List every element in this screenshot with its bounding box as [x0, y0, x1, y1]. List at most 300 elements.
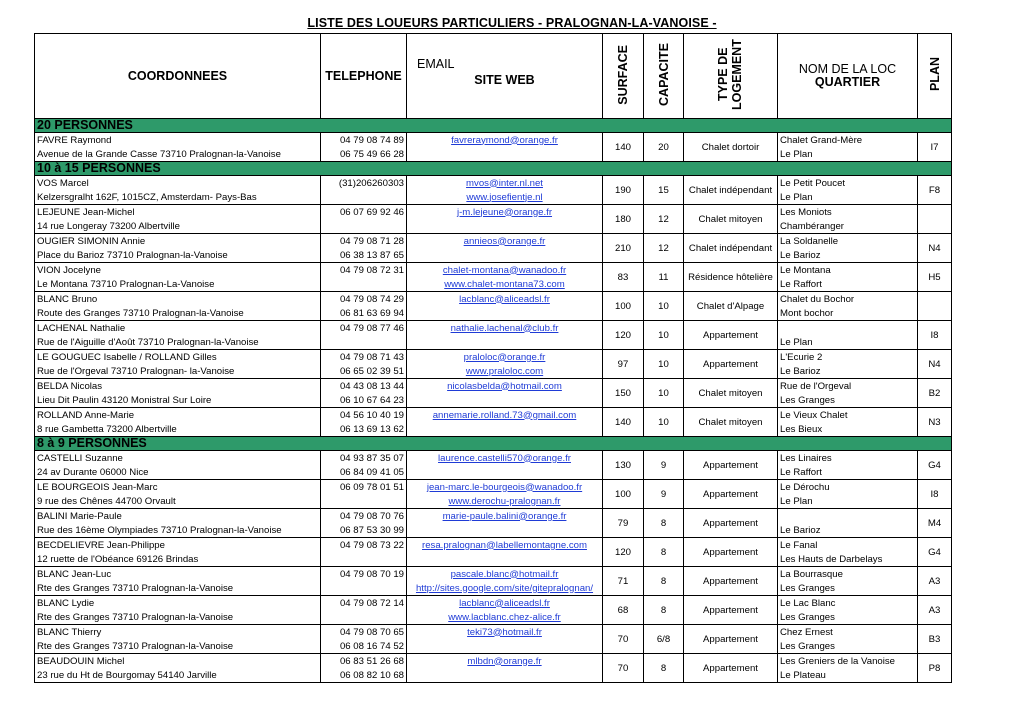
owner-address: 23 rue du Ht de Bourgomay 54140 Jarville — [35, 668, 321, 683]
owner-address: Rue des 16ème Olympiades 73710 Pralognan-la-Vanoise — [35, 523, 321, 538]
link-cell — [407, 277, 603, 292]
phone-primary: 06 09 78 01 51 — [321, 480, 407, 495]
owner-name: BLANC Jean-Luc — [35, 567, 321, 582]
type-logement-value: Chalet mitoyen — [684, 408, 778, 437]
plan-value: A3 — [918, 567, 952, 596]
owner-name: CASTELLI Suzanne — [35, 451, 321, 466]
table-row-continued — [35, 364, 952, 379]
link-cell — [407, 292, 603, 307]
owner-address: Avenue de la Grande Casse 73710 Pralognan-la-Vanoise — [35, 147, 321, 162]
location-name — [778, 509, 918, 524]
plan-value: G4 — [918, 538, 952, 567]
capacite-value: 8 — [644, 509, 684, 538]
surface-value: 210 — [603, 234, 644, 263]
capacite-value: 12 — [644, 234, 684, 263]
owner-name: VOS Marcel — [35, 176, 321, 191]
phone-primary: 04 79 08 74 89 — [321, 133, 407, 148]
phone-primary: 06 83 51 26 68 — [321, 654, 407, 669]
phone-secondary: 06 87 53 30 99 — [321, 523, 407, 538]
capacite-value: 10 — [644, 379, 684, 408]
table-row — [35, 451, 952, 466]
phone-secondary: 06 13 69 13 62 — [321, 422, 407, 437]
surface-value: 100 — [603, 480, 644, 509]
type-logement-value: Chalet mitoyen — [684, 205, 778, 234]
location-name: Le Fanal — [778, 538, 918, 553]
plan-value: A3 — [918, 596, 952, 625]
website-link[interactable]: http://sites.google.com/site/gitepralognan/ — [415, 582, 594, 594]
link-cell — [407, 248, 603, 263]
owner-name: BECDELIEVRE Jean-Philippe — [35, 538, 321, 553]
surface-value: 190 — [603, 176, 644, 205]
website-link[interactable]: www.chalet-montana73.com — [444, 278, 565, 290]
header-telephone: TELEPHONE — [321, 34, 407, 119]
owner-address: Lieu Dit Paulin 43120 Monistral Sur Loire — [35, 393, 321, 408]
surface-value: 71 — [603, 567, 644, 596]
link-cell — [407, 408, 603, 423]
table-row — [35, 263, 952, 278]
owner-address: 12 ruette de l'Obéance 69126 Brindas — [35, 552, 321, 567]
plan-value: B3 — [918, 625, 952, 654]
owner-address: Kelzersgralht 162F, 1015CZ, Amsterdam- Pays-Bas — [35, 190, 321, 205]
surface-value: 97 — [603, 350, 644, 379]
location-name: Le Vieux Chalet — [778, 408, 918, 423]
location-name: L'Ecurie 2 — [778, 350, 918, 365]
quartier-name: Les Granges — [778, 639, 918, 654]
surface-value: 120 — [603, 538, 644, 567]
quartier-name: Les Granges — [778, 393, 918, 408]
quartier-name: Le Barioz — [778, 364, 918, 379]
plan-value — [918, 205, 952, 234]
capacite-value: 10 — [644, 408, 684, 437]
phone-secondary: 06 84 09 41 05 — [321, 465, 407, 480]
type-logement-value: Chalet indépendant — [684, 234, 778, 263]
location-name: Chez Ernest — [778, 625, 918, 640]
plan-value: P8 — [918, 654, 952, 683]
capacite-value: 6/8 — [644, 625, 684, 654]
owner-name: FAVRE Raymond — [35, 133, 321, 148]
type-logement-value: Appartement — [684, 654, 778, 683]
header-type-cell — [684, 34, 778, 119]
surface-value: 120 — [603, 321, 644, 350]
owner-address: Rue de l'Aiguille d'Août 73710 Pralognan-la-Vanoise — [35, 335, 321, 350]
header-capacite-cell — [644, 34, 684, 119]
header-email-site — [407, 34, 603, 119]
email-link[interactable]: jean-marc.le-bourgeois@wanadoo.fr — [426, 481, 583, 493]
type-logement-value: Chalet d'Alpage — [684, 292, 778, 321]
owner-address: Rte des Granges 73710 Pralognan-la-Vanoise — [35, 610, 321, 625]
header-row — [35, 34, 952, 119]
location-name: Les Linaires — [778, 451, 918, 466]
phone-primary: 06 07 69 92 46 — [321, 205, 407, 220]
table-row-continued — [35, 610, 952, 625]
section-header-row — [35, 162, 952, 176]
location-name: Le Lac Blanc — [778, 596, 918, 611]
quartier-name: Mont bochor — [778, 306, 918, 321]
capacite-value: 11 — [644, 263, 684, 292]
table-row-continued — [35, 306, 952, 321]
section-label: 8 à 9 PERSONNES — [35, 437, 952, 451]
link-cell — [407, 263, 603, 278]
link-cell — [407, 625, 603, 640]
location-name: La Soldanelle — [778, 234, 918, 249]
phone-secondary: 06 75 49 66 28 — [321, 147, 407, 162]
phone-primary: 04 79 08 72 31 — [321, 263, 407, 278]
location-name — [778, 321, 918, 336]
quartier-name: Les Granges — [778, 581, 918, 596]
table-row-continued — [35, 277, 952, 292]
page-title: LISTE DES LOUEURS PARTICULIERS - PRALOGNAN-LA-VANOISE - — [307, 16, 717, 30]
website-link[interactable]: www.josefientje.nl — [466, 191, 543, 203]
location-name: Le Dérochu — [778, 480, 918, 495]
surface-value: 150 — [603, 379, 644, 408]
capacite-value: 10 — [644, 350, 684, 379]
surface-value: 83 — [603, 263, 644, 292]
type-logement-value: Chalet indépendant — [684, 176, 778, 205]
header-plan-cell — [918, 34, 952, 119]
type-logement-value: Appartement — [684, 451, 778, 480]
phone-secondary — [321, 494, 407, 509]
capacite-value: 9 — [644, 451, 684, 480]
table-row — [35, 654, 952, 669]
capacite-value: 8 — [644, 654, 684, 683]
capacite-value: 9 — [644, 480, 684, 509]
phone-secondary: 06 65 02 39 51 — [321, 364, 407, 379]
link-cell — [407, 523, 603, 538]
plan-value — [918, 292, 952, 321]
header-email: EMAIL — [417, 57, 455, 71]
link-cell — [407, 176, 603, 191]
table-row — [35, 205, 952, 220]
phone-primary: 04 93 87 35 07 — [321, 451, 407, 466]
email-link[interactable]: laurence.castelli570@orange.fr — [438, 452, 571, 464]
table-row-continued — [35, 581, 952, 596]
website-link[interactable]: www.praloloc.com — [465, 365, 544, 377]
link-cell — [407, 364, 603, 379]
owner-name: LACHENAL Nathalie — [35, 321, 321, 336]
link-cell — [407, 668, 603, 683]
table-body — [35, 119, 952, 683]
quartier-name: Les Bieux — [778, 422, 918, 437]
quartier-name: Le Plan — [778, 190, 918, 205]
phone-primary: 04 79 08 74 29 — [321, 292, 407, 307]
header-surface-cell — [603, 34, 644, 119]
phone-secondary — [321, 219, 407, 234]
quartier-name: Le Plan — [778, 335, 918, 350]
owner-name: BLANC Thierry — [35, 625, 321, 640]
table-row-continued — [35, 494, 952, 509]
owner-address: 24 av Durante 06000 Nice — [35, 465, 321, 480]
table-row-continued — [35, 668, 952, 683]
link-cell — [407, 552, 603, 567]
location-name: Les Greniers de la Vanoise — [778, 654, 918, 669]
link-cell — [407, 393, 603, 408]
owner-name: BELDA Nicolas — [35, 379, 321, 394]
table-row-continued — [35, 465, 952, 480]
type-logement-value: Appartement — [684, 567, 778, 596]
section-label: 10 à 15 PERSONNES — [35, 162, 952, 176]
owner-name: ROLLAND Anne-Marie — [35, 408, 321, 423]
link-cell — [407, 567, 603, 582]
owner-address: Rte des Granges 73710 Pralognan-la-Vanoise — [35, 581, 321, 596]
owner-name: LEJEUNE Jean-Michel — [35, 205, 321, 220]
surface-value: 70 — [603, 654, 644, 683]
link-cell — [407, 350, 603, 365]
phone-secondary: 06 10 67 64 23 — [321, 393, 407, 408]
type-logement-value: Appartement — [684, 625, 778, 654]
email-link[interactable]: pascale.blanc@hotmail.fr — [450, 568, 559, 580]
email-link[interactable]: teki73@hotmail.fr — [467, 626, 542, 638]
table-row-continued — [35, 335, 952, 350]
owner-name: LE GOUGUEC Isabelle / ROLLAND Gilles — [35, 350, 321, 365]
owner-address: Place du Barioz 73710 Pralognan-la-Vanoise — [35, 248, 321, 263]
table-row-continued — [35, 552, 952, 567]
capacite-value: 20 — [644, 133, 684, 162]
plan-value: N3 — [918, 408, 952, 437]
capacite-value: 8 — [644, 596, 684, 625]
link-cell — [407, 234, 603, 249]
table-row-continued — [35, 147, 952, 162]
phone-secondary — [321, 610, 407, 625]
surface-value: 79 — [603, 509, 644, 538]
capacite-value: 12 — [644, 205, 684, 234]
owner-address: 14 rue Longeray 73200 Albertville — [35, 219, 321, 234]
email-link[interactable]: mlbdn@orange.fr — [467, 655, 542, 667]
table-row — [35, 176, 952, 191]
owner-name: LE BOURGEOIS Jean-Marc — [35, 480, 321, 495]
phone-secondary — [321, 552, 407, 567]
email-link[interactable]: annieos@orange.fr — [463, 235, 546, 247]
link-cell — [407, 509, 603, 524]
phone-primary: 04 79 08 72 14 — [321, 596, 407, 611]
table-row — [35, 350, 952, 365]
location-name: Chalet Grand-Mère — [778, 133, 918, 148]
quartier-name: Les Hauts de Darbelays — [778, 552, 918, 567]
plan-value: M4 — [918, 509, 952, 538]
owner-name: BEAUDOUIN Michel — [35, 654, 321, 669]
plan-value: I8 — [918, 480, 952, 509]
phone-primary: 04 79 08 73 22 — [321, 538, 407, 553]
owner-address: 9 rue des Chênes 44700 Orvault — [35, 494, 321, 509]
table-row-continued — [35, 248, 952, 263]
quartier-name: Le Plan — [778, 147, 918, 162]
link-cell — [407, 133, 603, 148]
surface-value: 70 — [603, 625, 644, 654]
location-name: Les Moniots — [778, 205, 918, 220]
table-row — [35, 480, 952, 495]
link-cell — [407, 422, 603, 437]
table-row — [35, 379, 952, 394]
link-cell — [407, 538, 603, 553]
loueurs-table — [34, 33, 952, 683]
link-cell — [407, 480, 603, 495]
link-cell — [407, 494, 603, 509]
phone-secondary: 06 08 16 74 52 — [321, 639, 407, 654]
capacite-value: 8 — [644, 538, 684, 567]
capacite-value: 10 — [644, 292, 684, 321]
owner-name: BLANC Bruno — [35, 292, 321, 307]
header-site-web: SITE WEB — [474, 73, 535, 87]
quartier-name: Le Barioz — [778, 248, 918, 263]
phone-primary: (31)206260303 — [321, 176, 407, 191]
link-cell — [407, 190, 603, 205]
owner-address: Le Montana 73710 Pralognan-La-Vanoise — [35, 277, 321, 292]
surface-value: 140 — [603, 133, 644, 162]
phone-primary: 04 79 08 70 65 — [321, 625, 407, 640]
phone-secondary — [321, 335, 407, 350]
table-row-continued — [35, 523, 952, 538]
location-name: La Bourrasque — [778, 567, 918, 582]
header-capacite: CAPACITE — [656, 43, 671, 106]
type-logement-value: Appartement — [684, 480, 778, 509]
plan-value: I8 — [918, 321, 952, 350]
owner-address: Rue de l'Orgeval 73710 Pralognan- la-Vanoise — [35, 364, 321, 379]
quartier-name: Le Plan — [778, 494, 918, 509]
link-cell — [407, 335, 603, 350]
table-row — [35, 538, 952, 553]
capacite-value: 8 — [644, 567, 684, 596]
quartier-name: Les Granges — [778, 610, 918, 625]
plan-value: N4 — [918, 234, 952, 263]
type-logement-value: Chalet dortoir — [684, 133, 778, 162]
plan-value: H5 — [918, 263, 952, 292]
email-link[interactable]: favreraymond@orange.fr — [451, 134, 558, 146]
phone-primary: 04 43 08 13 44 — [321, 379, 407, 394]
surface-value: 68 — [603, 596, 644, 625]
link-cell — [407, 147, 603, 162]
type-logement-value: Appartement — [684, 321, 778, 350]
email-link[interactable]: nathalie.lachenal@club.fr — [450, 322, 559, 334]
table-row-continued — [35, 393, 952, 408]
link-cell — [407, 639, 603, 654]
plan-value: N4 — [918, 350, 952, 379]
quartier-name: Le Barioz — [778, 523, 918, 538]
header-nom-loc: NOM DE LA LOC — [798, 62, 897, 76]
header-quartier: QUARTIER — [814, 75, 881, 89]
link-cell — [407, 451, 603, 466]
plan-value: F8 — [918, 176, 952, 205]
link-cell — [407, 306, 603, 321]
phone-secondary — [321, 581, 407, 596]
table-row-continued — [35, 190, 952, 205]
link-cell — [407, 219, 603, 234]
location-name: Le Montana — [778, 263, 918, 278]
link-cell — [407, 321, 603, 336]
email-link[interactable]: marie-paule.balini@orange.fr — [442, 510, 567, 522]
location-name: Chalet du Bochor — [778, 292, 918, 307]
table-row-continued — [35, 219, 952, 234]
table-row — [35, 625, 952, 640]
quartier-name: Le Raffort — [778, 465, 918, 480]
plan-value: G4 — [918, 451, 952, 480]
location-name: Rue de l'Orgeval — [778, 379, 918, 394]
quartier-name: Le Plateau — [778, 668, 918, 683]
website-link[interactable]: www.lacblanc.chez-alice.fr — [448, 611, 561, 623]
owner-address: Rte des Granges 73710 Pralognan-la-Vanoise — [35, 639, 321, 654]
header-coordonnees: COORDONNEES — [35, 34, 321, 119]
phone-primary: 04 79 08 71 28 — [321, 234, 407, 249]
link-cell — [407, 205, 603, 220]
section-label: 20 PERSONNES — [35, 119, 952, 133]
phone-secondary: 06 08 82 10 68 — [321, 668, 407, 683]
owner-address: Route des Granges 73710 Pralognan-la-Vanoise — [35, 306, 321, 321]
surface-value: 100 — [603, 292, 644, 321]
phone-primary: 04 79 08 70 76 — [321, 509, 407, 524]
type-logement-value: Résidence hôtelière — [684, 263, 778, 292]
table-row — [35, 408, 952, 423]
type-logement-value: Appartement — [684, 538, 778, 567]
email-link[interactable]: j-m.lejeune@orange.fr — [456, 206, 553, 218]
owner-name: OUGIER SIMONIN Annie — [35, 234, 321, 249]
section-header-row — [35, 119, 952, 133]
capacite-value: 10 — [644, 321, 684, 350]
email-link[interactable]: annemarie.rolland.73@gmail.com — [432, 409, 577, 421]
header-plan: PLAN — [927, 57, 942, 92]
phone-secondary: 06 81 63 69 94 — [321, 306, 407, 321]
table-row-continued — [35, 422, 952, 437]
table-row — [35, 292, 952, 307]
section-header-row — [35, 437, 952, 451]
phone-primary: 04 79 08 71 43 — [321, 350, 407, 365]
email-link[interactable]: mvos@inter.nl.net — [466, 177, 543, 189]
link-cell — [407, 610, 603, 625]
owner-name: BLANC Lydie — [35, 596, 321, 611]
email-link[interactable]: lacblanc@aliceadsl.fr — [459, 293, 550, 305]
email-link[interactable]: praloloc@orange.fr — [463, 351, 546, 363]
table-row — [35, 321, 952, 336]
header-type-logement: TYPE DE LOGEMENT — [715, 39, 744, 110]
header-surface: SURFACE — [616, 44, 630, 105]
link-cell — [407, 379, 603, 394]
link-cell — [407, 654, 603, 669]
type-logement-value: Appartement — [684, 350, 778, 379]
surface-value: 130 — [603, 451, 644, 480]
phone-secondary: 06 38 13 87 65 — [321, 248, 407, 263]
surface-value: 140 — [603, 408, 644, 437]
email-link[interactable]: lacblanc@aliceadsl.fr — [459, 597, 550, 609]
quartier-name: Le Raffort — [778, 277, 918, 292]
phone-secondary — [321, 190, 407, 205]
owner-name: VION Jocelyne — [35, 263, 321, 278]
email-link[interactable]: resa.pralognan@labellemontagne.com — [422, 539, 587, 551]
phone-primary: 04 56 10 40 19 — [321, 408, 407, 423]
owner-name: BALINI Marie-Paule — [35, 509, 321, 524]
table-row — [35, 509, 952, 524]
header-nom-quartier — [778, 34, 918, 119]
table-row — [35, 133, 952, 148]
email-link[interactable]: chalet-montana@wanadoo.fr — [442, 264, 567, 276]
location-name: Le Petit Poucet — [778, 176, 918, 191]
table-row — [35, 596, 952, 611]
link-cell — [407, 465, 603, 480]
type-logement-value: Appartement — [684, 596, 778, 625]
link-cell — [407, 596, 603, 611]
type-logement-value: Chalet mitoyen — [684, 379, 778, 408]
surface-value: 180 — [603, 205, 644, 234]
quartier-name: Chambéranger — [778, 219, 918, 234]
plan-value: I7 — [918, 133, 952, 162]
type-logement-value: Appartement — [684, 509, 778, 538]
website-link[interactable]: www.derochu-pralognan.fr — [448, 495, 561, 507]
phone-primary: 04 79 08 70 19 — [321, 567, 407, 582]
table-row — [35, 567, 952, 582]
owner-address: 8 rue Gambetta 73200 Albertville — [35, 422, 321, 437]
table-row — [35, 234, 952, 249]
capacite-value: 15 — [644, 176, 684, 205]
phone-primary: 04 79 08 77 46 — [321, 321, 407, 336]
email-link[interactable]: nicolasbelda@hotmail.com — [447, 380, 562, 392]
table-row-continued — [35, 639, 952, 654]
plan-value: B2 — [918, 379, 952, 408]
